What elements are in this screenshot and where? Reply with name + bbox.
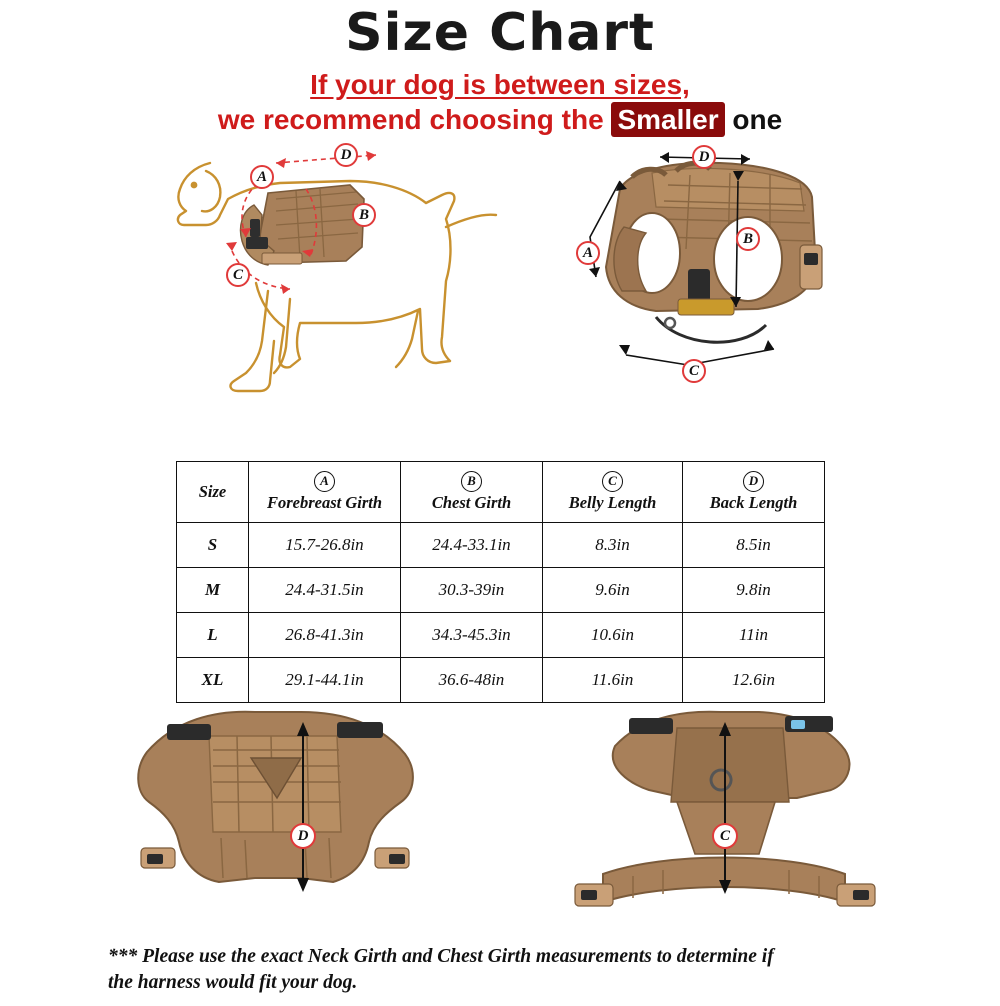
subtitle-line-1: If your dog is between sizes, xyxy=(310,68,690,100)
row-size-l: L xyxy=(177,613,249,658)
cell-m-forebreast: 24.4-31.5in xyxy=(249,568,401,613)
cell-xl-back: 12.6in xyxy=(683,658,825,703)
subtitle-line-2 xyxy=(0,102,1000,137)
harness-flat-belly-diagram xyxy=(545,706,905,936)
marker-a xyxy=(577,242,599,264)
footnote xyxy=(108,944,908,997)
svg-text:A: A xyxy=(582,244,594,261)
header-letter-d: D xyxy=(743,471,764,492)
marker-b xyxy=(353,204,375,226)
svg-text:C: C xyxy=(232,266,244,283)
cell-m-belly: 9.6in xyxy=(543,568,683,613)
cell-l-chest: 34.3-45.3in xyxy=(401,613,543,658)
page-title: Size Chart xyxy=(345,3,655,63)
marker-d xyxy=(693,146,715,168)
subtitle-line-2-suffix: one xyxy=(724,103,783,135)
cell-l-back: 11in xyxy=(683,613,825,658)
marker-c xyxy=(713,824,737,848)
cell-s-back: 8.5in xyxy=(683,523,825,568)
svg-text:B: B xyxy=(358,206,370,223)
cell-m-chest: 30.3-39in xyxy=(401,568,543,613)
row-size-m: M xyxy=(177,568,249,613)
cell-s-belly: 8.3in xyxy=(543,523,683,568)
header-letter-c: C xyxy=(602,471,623,492)
dog-outline-diagram xyxy=(150,141,550,401)
cell-xl-chest: 36.6-48in xyxy=(401,658,543,703)
cell-l-belly: 10.6in xyxy=(543,613,683,658)
table-header-forebreast-girth: A Forebreast Girth xyxy=(249,462,401,523)
table-header-size: Size xyxy=(177,462,249,523)
cell-xl-forebreast: 29.1-44.1in xyxy=(249,658,401,703)
table-row xyxy=(177,568,825,613)
svg-text:D: D xyxy=(340,146,352,163)
subtitle-line-2-prefix: we recommend choosing the xyxy=(217,103,612,135)
table-row xyxy=(177,523,825,568)
marker-c xyxy=(227,264,249,286)
table-row xyxy=(177,613,825,658)
svg-text:D: D xyxy=(297,828,309,844)
size-table xyxy=(176,461,825,703)
marker-b xyxy=(737,228,759,250)
svg-text:C: C xyxy=(688,362,700,379)
table-header-chest-girth: B Chest Girth xyxy=(401,462,543,523)
footnote-line-1: *** Please use the exact Neck Girth and Chest Girth measurements to determine if xyxy=(108,946,774,967)
cell-s-forebreast: 15.7-26.8in xyxy=(249,523,401,568)
table-header-row xyxy=(177,462,825,523)
header-letter-b: B xyxy=(461,471,482,492)
cell-l-forebreast: 26.8-41.3in xyxy=(249,613,401,658)
harness-product-diagram xyxy=(560,141,860,401)
cell-xl-belly: 11.6in xyxy=(543,658,683,703)
subtitle-highlight-smaller: Smaller xyxy=(611,102,724,137)
marker-c xyxy=(683,360,705,382)
harness-flat-back-diagram xyxy=(105,706,445,936)
marker-d xyxy=(335,144,357,166)
table-row xyxy=(177,658,825,703)
svg-text:B: B xyxy=(742,230,754,247)
table-header-belly-length: C Belly Length xyxy=(543,462,683,523)
row-size-s: S xyxy=(177,523,249,568)
marker-a xyxy=(251,166,273,188)
row-size-xl: XL xyxy=(177,658,249,703)
size-table-wrapper xyxy=(176,461,824,703)
footnote-line-2: the harness would fit your dog. xyxy=(108,972,358,994)
cell-s-chest: 24.4-33.1in xyxy=(401,523,543,568)
header-letter-a: A xyxy=(314,471,335,492)
table-header-back-length: D Back Length xyxy=(683,462,825,523)
marker-d xyxy=(291,824,315,848)
cell-m-back: 9.8in xyxy=(683,568,825,613)
bottom-illustration-row xyxy=(0,706,1000,941)
svg-text:A: A xyxy=(256,168,268,185)
subtitle-block xyxy=(0,67,1000,137)
svg-text:C: C xyxy=(719,828,731,844)
svg-text:D: D xyxy=(698,148,710,165)
illustration-row xyxy=(0,141,1000,411)
